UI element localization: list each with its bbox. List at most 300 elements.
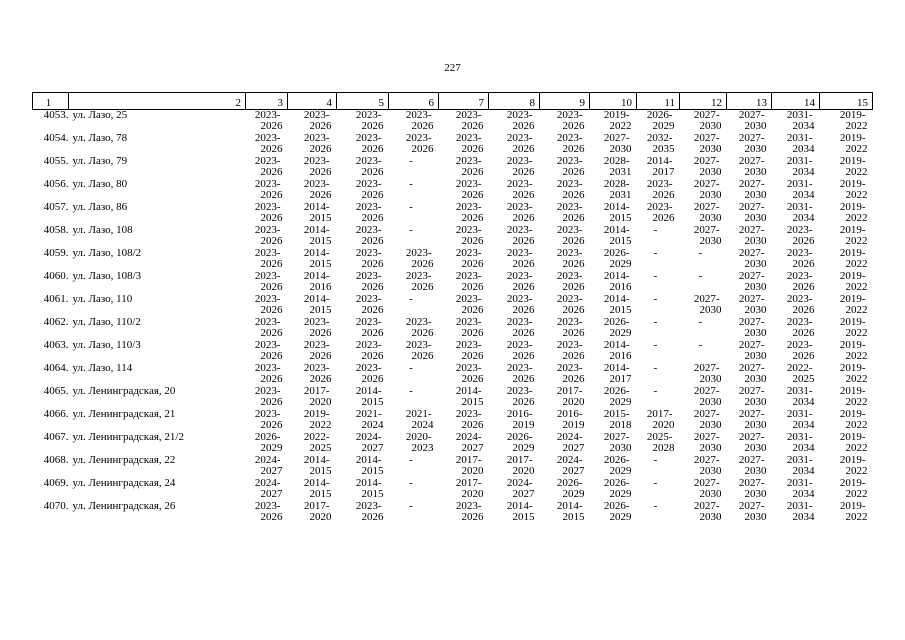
period-cell: 2023- 2026 xyxy=(254,316,283,339)
period-cell: 2031- 2034 xyxy=(786,477,815,500)
row-number: 4068. xyxy=(43,454,69,466)
period-cell: 2027- 2030 xyxy=(693,431,722,454)
period-cell: 2026- 2029 xyxy=(603,247,632,270)
period-cell xyxy=(680,271,727,294)
period-cell: 2023- 2026 xyxy=(506,247,535,270)
period-cell: 2017- 2020 xyxy=(506,454,535,477)
period-cell: 2032- 2035 xyxy=(646,132,675,155)
period-cell: 2024- 2027 xyxy=(556,454,585,477)
period-cell: 2023- 2026 xyxy=(254,178,283,201)
address-cell: ул. Ленинградская, 20 xyxy=(72,385,176,397)
table-body xyxy=(33,110,873,525)
period-cell xyxy=(680,340,727,363)
period-cell: 2017- 2020 xyxy=(303,500,332,523)
table-row xyxy=(33,432,873,455)
period-cell: 2027- 2030 xyxy=(603,431,632,454)
period-cell: 2023- 2026 xyxy=(506,109,535,132)
row-number: 4061. xyxy=(43,293,69,305)
period-cell xyxy=(637,317,680,340)
period-cell: 2023- 2026 xyxy=(455,270,484,293)
period-cell: 2028- 2031 xyxy=(603,178,632,201)
period-cell: 2023- 2026 xyxy=(556,270,585,293)
period-cell: 2023- 2026 xyxy=(506,201,535,224)
address-cell: ул. Лазо, 110/3 xyxy=(72,339,141,351)
period-cell: 2019- 2022 xyxy=(839,178,868,201)
period-cell: 2023- 2026 xyxy=(455,224,484,247)
period-cell: 2023- 2026 xyxy=(254,132,283,155)
period-cell: 2027- 2030 xyxy=(693,408,722,431)
period-cell: 2027- 2030 xyxy=(738,431,767,454)
column-header-14: 14 xyxy=(772,93,820,110)
period-cell: 2019- 2022 xyxy=(839,316,868,339)
period-cell: 2017- 2020 xyxy=(455,454,484,477)
period-cell: 2019- 2022 xyxy=(839,339,868,362)
period-cell: 2020- 2023 xyxy=(405,431,434,454)
period-cell: 2019- 2022 xyxy=(839,500,868,523)
period-cell: 2014- 2017 xyxy=(646,155,675,178)
period-cell: 2023- 2026 xyxy=(355,109,384,132)
table-row xyxy=(33,133,873,156)
period-cell: 2023- 2026 xyxy=(355,293,384,316)
period-cell: 2025- 2028 xyxy=(646,431,675,454)
address-cell: ул. Лазо, 25 xyxy=(72,109,128,121)
period-cell: 2023- 2026 xyxy=(506,293,535,316)
address-cell: ул. Ленинградская, 21/2 xyxy=(72,431,184,443)
period-cell: 2017- 2020 xyxy=(646,408,675,431)
empty-dash: - xyxy=(409,178,413,190)
period-cell: 2023- 2026 xyxy=(455,247,484,270)
table-row xyxy=(33,455,873,478)
column-header-12: 12 xyxy=(680,93,727,110)
period-cell: 2027- 2030 xyxy=(693,385,722,408)
period-cell: 2023- 2026 xyxy=(405,247,434,270)
empty-dash: - xyxy=(409,155,413,167)
period-cell: 2014- 2015 xyxy=(303,293,332,316)
period-cell xyxy=(680,248,727,271)
period-cell: 2023- 2026 xyxy=(506,132,535,155)
period-cell: 2027- 2030 xyxy=(693,362,722,385)
period-cell: 2027- 2030 xyxy=(693,201,722,224)
period-cell: 2023- 2026 xyxy=(556,316,585,339)
address-cell: ул. Лазо, 110 xyxy=(72,293,133,305)
period-cell: 2023- 2026 xyxy=(455,408,484,431)
period-cell: 2024- 2027 xyxy=(254,454,283,477)
table-row xyxy=(33,386,873,409)
period-cell: 2023- 2026 xyxy=(556,293,585,316)
row-number: 4056. xyxy=(43,178,69,190)
row-number: 4055. xyxy=(43,155,69,167)
period-cell: 2019- 2022 xyxy=(839,408,868,431)
empty-dash: - xyxy=(653,362,658,374)
period-cell: 2014- 2015 xyxy=(603,293,632,316)
empty-dash: - xyxy=(653,270,658,282)
period-cell: 2021- 2024 xyxy=(405,408,434,431)
period-cell: 2023- 2026 xyxy=(254,408,283,431)
period-cell: 2023- 2026 xyxy=(506,385,535,408)
period-cell: 2014- 2016 xyxy=(603,339,632,362)
period-cell: 2026- 2029 xyxy=(646,109,675,132)
period-cell: 2023- 2026 xyxy=(455,293,484,316)
table-row xyxy=(33,156,873,179)
period-cell: 2028- 2031 xyxy=(603,155,632,178)
period-cell: 2023- 2026 xyxy=(254,362,283,385)
period-cell xyxy=(637,225,680,248)
period-cell: 2023- 2026 xyxy=(355,155,384,178)
period-cell: 2026- 2029 xyxy=(603,316,632,339)
empty-dash: - xyxy=(698,270,703,282)
column-header-2: 2 xyxy=(69,93,246,110)
period-cell: 2023- 2026 xyxy=(355,178,384,201)
period-cell: 2023- 2026 xyxy=(455,178,484,201)
empty-dash: - xyxy=(653,224,658,236)
period-cell: 2024- 2027 xyxy=(254,477,283,500)
empty-dash: - xyxy=(653,339,658,351)
row-number: 4069. xyxy=(43,477,69,489)
page-number: 227 xyxy=(444,62,461,74)
period-cell: 2019- 2022 xyxy=(839,109,868,132)
column-header-4: 4 xyxy=(288,93,337,110)
period-cell: 2023- 2026 xyxy=(556,339,585,362)
period-cell: 2027- 2030 xyxy=(603,132,632,155)
period-cell: 2023- 2026 xyxy=(405,339,434,362)
period-cell: 2019- 2022 xyxy=(839,431,868,454)
empty-dash: - xyxy=(653,316,658,328)
table-row xyxy=(33,179,873,202)
period-cell: 2019- 2022 xyxy=(839,477,868,500)
period-cell: 2027- 2030 xyxy=(738,155,767,178)
period-cell xyxy=(637,248,680,271)
period-cell: 2014- 2015 xyxy=(603,201,632,224)
period-cell: 2023- 2026 xyxy=(455,109,484,132)
address-cell: ул. Лазо, 86 xyxy=(72,201,128,213)
table-row xyxy=(33,294,873,317)
period-cell: 2023- 2026 xyxy=(506,362,535,385)
period-cell: 2014- 2015 xyxy=(303,201,332,224)
address-cell: ул. Лазо, 80 xyxy=(72,178,128,190)
period-cell: 2027- 2030 xyxy=(693,178,722,201)
period-cell: 2014- 2015 xyxy=(355,454,384,477)
period-cell: 2027- 2030 xyxy=(738,385,767,408)
period-cell: 2023- 2026 xyxy=(303,109,332,132)
address-cell: ул. Лазо, 110/2 xyxy=(72,316,141,328)
row-number: 4053. xyxy=(43,109,69,121)
period-cell: 2023- 2026 xyxy=(455,500,484,523)
period-cell: 2031- 2034 xyxy=(786,109,815,132)
period-cell: 2024- 2027 xyxy=(355,431,384,454)
table-row xyxy=(33,478,873,501)
column-header-8: 8 xyxy=(489,93,540,110)
period-cell: 2023- 2026 xyxy=(556,178,585,201)
empty-dash: - xyxy=(698,247,703,259)
period-cell: 2023- 2026 xyxy=(455,362,484,385)
period-cell: 2017- 2020 xyxy=(556,385,585,408)
period-cell: 2023- 2026 xyxy=(254,224,283,247)
period-cell: 2027- 2030 xyxy=(738,477,767,500)
empty-dash: - xyxy=(409,224,413,236)
period-cell: 2023- 2026 xyxy=(556,109,585,132)
period-cell: 2023- 2026 xyxy=(405,316,434,339)
period-cell xyxy=(637,501,680,524)
period-cell: 2023- 2026 xyxy=(355,316,384,339)
period-cell: 2027- 2030 xyxy=(693,224,722,247)
period-cell: 2027- 2030 xyxy=(738,224,767,247)
period-cell: 2031- 2034 xyxy=(786,132,815,155)
period-cell: 2026- 2029 xyxy=(506,431,535,454)
period-cell: 2023- 2026 xyxy=(303,339,332,362)
period-cell: 2027- 2030 xyxy=(738,316,767,339)
period-cell: 2031- 2034 xyxy=(786,500,815,523)
period-cell: 2027- 2030 xyxy=(738,362,767,385)
period-cell: 2027- 2030 xyxy=(738,500,767,523)
period-cell: 2031- 2034 xyxy=(786,454,815,477)
period-cell: 2023- 2026 xyxy=(355,362,384,385)
period-cell: 2019- 2022 xyxy=(603,109,632,132)
period-cell: 2019- 2022 xyxy=(839,362,868,385)
period-cell: 2014- 2015 xyxy=(506,500,535,523)
period-cell: 2031- 2034 xyxy=(786,385,815,408)
period-cell: 2023- 2026 xyxy=(786,316,815,339)
period-cell: 2027- 2030 xyxy=(738,454,767,477)
period-cell: 2023- 2026 xyxy=(303,155,332,178)
column-header-7: 7 xyxy=(439,93,489,110)
schedule-table xyxy=(32,92,873,524)
period-cell: 2031- 2034 xyxy=(786,178,815,201)
period-cell: 2027- 2030 xyxy=(693,155,722,178)
period-cell: 2023- 2026 xyxy=(646,201,675,224)
period-cell: 2014- 2015 xyxy=(355,385,384,408)
period-cell: 2019- 2022 xyxy=(839,132,868,155)
row-number: 4065. xyxy=(43,385,69,397)
period-cell: 2027- 2030 xyxy=(738,293,767,316)
period-cell: 2022- 2025 xyxy=(303,431,332,454)
period-cell: 2023- 2026 xyxy=(506,339,535,362)
empty-dash: - xyxy=(409,500,413,512)
period-cell: 2027- 2030 xyxy=(738,247,767,270)
period-cell: 2027- 2030 xyxy=(693,109,722,132)
period-cell: 2019- 2022 xyxy=(839,224,868,247)
period-cell: 2023- 2026 xyxy=(254,385,283,408)
period-cell: 2014- 2015 xyxy=(303,477,332,500)
period-cell: 2027- 2030 xyxy=(738,270,767,293)
period-cell: 2023- 2026 xyxy=(254,500,283,523)
period-cell xyxy=(389,501,439,524)
address-cell: ул. Ленинградская, 21 xyxy=(72,408,176,420)
empty-dash: - xyxy=(653,247,658,259)
period-cell xyxy=(389,478,439,501)
period-cell: 2027- 2030 xyxy=(693,477,722,500)
address-cell: ул. Ленинградская, 22 xyxy=(72,454,176,466)
period-cell: 2023- 2026 xyxy=(646,178,675,201)
empty-dash: - xyxy=(653,385,658,397)
period-cell: 2023- 2026 xyxy=(786,270,815,293)
period-cell: 2019- 2022 xyxy=(839,270,868,293)
table-row xyxy=(33,340,873,363)
empty-dash: - xyxy=(409,201,413,213)
empty-dash: - xyxy=(653,500,658,512)
period-cell: 2027- 2030 xyxy=(693,454,722,477)
period-cell xyxy=(637,363,680,386)
period-cell xyxy=(389,156,439,179)
period-cell: 2023- 2026 xyxy=(355,132,384,155)
period-cell: 2014- 2015 xyxy=(303,224,332,247)
period-cell: 2014- 2015 xyxy=(355,477,384,500)
row-number: 4063. xyxy=(43,339,69,351)
period-cell: 2023- 2026 xyxy=(355,339,384,362)
period-cell: 2023- 2026 xyxy=(786,293,815,316)
period-cell xyxy=(389,202,439,225)
period-cell: 2016- 2019 xyxy=(556,408,585,431)
period-cell: 2019- 2022 xyxy=(839,247,868,270)
table-row xyxy=(33,501,873,524)
period-cell: 2023- 2026 xyxy=(455,155,484,178)
address-cell: ул. Ленинградская, 26 xyxy=(72,500,176,512)
period-cell: 2023- 2026 xyxy=(455,201,484,224)
empty-dash: - xyxy=(653,477,658,489)
period-cell: 2024- 2027 xyxy=(455,431,484,454)
period-cell: 2023- 2026 xyxy=(506,270,535,293)
table-row xyxy=(33,110,873,134)
period-cell: 2014- 2015 xyxy=(455,385,484,408)
table-row xyxy=(33,409,873,432)
period-cell: 2023- 2026 xyxy=(254,155,283,178)
period-cell: 2017- 2020 xyxy=(455,477,484,500)
address-cell: ул. Лазо, 78 xyxy=(72,132,128,144)
table-row xyxy=(33,202,873,225)
period-cell: 2023- 2026 xyxy=(556,132,585,155)
column-header-15: 15 xyxy=(820,93,873,110)
row-number: 4060. xyxy=(43,270,69,282)
period-cell: 2017- 2020 xyxy=(303,385,332,408)
period-cell: 2024- 2027 xyxy=(506,477,535,500)
period-cell: 2019- 2022 xyxy=(839,201,868,224)
row-number: 4059. xyxy=(43,247,69,259)
period-cell: 2014- 2015 xyxy=(603,224,632,247)
period-cell: 2026- 2029 xyxy=(603,477,632,500)
period-cell: 2023- 2026 xyxy=(506,316,535,339)
period-cell: 2019- 2022 xyxy=(839,155,868,178)
period-cell: 2023- 2026 xyxy=(355,224,384,247)
period-cell xyxy=(637,340,680,363)
period-cell: 2015- 2018 xyxy=(603,408,632,431)
column-header-5: 5 xyxy=(337,93,389,110)
row-number: 4070. xyxy=(43,500,69,512)
table-row xyxy=(33,317,873,340)
empty-dash: - xyxy=(698,316,703,328)
column-header-10: 10 xyxy=(590,93,637,110)
column-header-11: 11 xyxy=(637,93,680,110)
row-number: 4064. xyxy=(43,362,69,374)
period-cell: 2027- 2030 xyxy=(693,132,722,155)
address-cell: ул. Лазо, 114 xyxy=(72,362,133,374)
period-cell: 2027- 2030 xyxy=(738,109,767,132)
column-header-1: 1 xyxy=(33,93,69,110)
period-cell: 2023- 2026 xyxy=(556,247,585,270)
table-row xyxy=(33,271,873,294)
table-header-row xyxy=(33,93,873,110)
period-cell: 2027- 2030 xyxy=(738,132,767,155)
period-cell xyxy=(680,317,727,340)
period-cell: 2026- 2029 xyxy=(254,431,283,454)
empty-dash: - xyxy=(653,454,658,466)
column-header-3: 3 xyxy=(246,93,288,110)
empty-dash: - xyxy=(409,293,413,305)
period-cell: 2023- 2026 xyxy=(556,201,585,224)
period-cell: 2023- 2026 xyxy=(303,362,332,385)
period-cell: 2023- 2026 xyxy=(254,270,283,293)
period-cell xyxy=(637,478,680,501)
table-row xyxy=(33,363,873,386)
period-cell: 2014- 2016 xyxy=(303,270,332,293)
period-cell: 2026- 2029 xyxy=(603,385,632,408)
period-cell: 2023- 2026 xyxy=(556,362,585,385)
period-cell: 2014- 2015 xyxy=(303,454,332,477)
column-header-9: 9 xyxy=(540,93,590,110)
period-cell: 2023- 2026 xyxy=(355,201,384,224)
row-number: 4054. xyxy=(43,132,69,144)
period-cell: 2022- 2025 xyxy=(786,362,815,385)
period-cell: 2023- 2026 xyxy=(786,247,815,270)
period-cell: 2019- 2022 xyxy=(839,385,868,408)
period-cell: 2027- 2030 xyxy=(738,178,767,201)
period-cell: 2031- 2034 xyxy=(786,155,815,178)
table-row xyxy=(33,225,873,248)
period-cell xyxy=(637,294,680,317)
address-cell: ул. Ленинградская, 24 xyxy=(72,477,176,489)
period-cell: 2023- 2026 xyxy=(506,178,535,201)
period-cell: 2021- 2024 xyxy=(355,408,384,431)
period-cell: 2023- 2026 xyxy=(556,224,585,247)
period-cell: 2023- 2026 xyxy=(355,500,384,523)
empty-dash: - xyxy=(409,477,413,489)
period-cell: 2014- 2015 xyxy=(556,500,585,523)
period-cell: 2027- 2030 xyxy=(738,408,767,431)
period-cell: 2023- 2026 xyxy=(405,270,434,293)
period-cell: 2026- 2029 xyxy=(603,454,632,477)
period-cell: 2023- 2026 xyxy=(355,247,384,270)
row-number: 4058. xyxy=(43,224,69,236)
period-cell: 2024- 2027 xyxy=(556,431,585,454)
empty-dash: - xyxy=(409,454,413,466)
period-cell: 2019- 2022 xyxy=(303,408,332,431)
period-cell: 2027- 2030 xyxy=(738,201,767,224)
empty-dash: - xyxy=(698,339,703,351)
period-cell: 2023- 2026 xyxy=(455,132,484,155)
table-row xyxy=(33,248,873,271)
empty-dash: - xyxy=(409,362,413,374)
period-cell xyxy=(389,455,439,478)
period-cell xyxy=(637,271,680,294)
period-cell: 2027- 2030 xyxy=(738,339,767,362)
period-cell: 2026- 2029 xyxy=(556,477,585,500)
period-cell: 2023- 2026 xyxy=(254,339,283,362)
period-cell: 2031- 2034 xyxy=(786,201,815,224)
period-cell xyxy=(389,363,439,386)
period-cell: 2023- 2026 xyxy=(506,224,535,247)
period-cell: 2014- 2016 xyxy=(603,270,632,293)
row-number: 4062. xyxy=(43,316,69,328)
period-cell: 2023- 2026 xyxy=(303,178,332,201)
row-number: 4066. xyxy=(43,408,69,420)
address-cell: ул. Лазо, 108 xyxy=(72,224,133,236)
period-cell: 2023- 2026 xyxy=(506,155,535,178)
period-cell xyxy=(637,455,680,478)
period-cell xyxy=(389,225,439,248)
row-number: 4057. xyxy=(43,201,69,213)
period-cell: 2031- 2034 xyxy=(786,408,815,431)
period-cell: 2014- 2015 xyxy=(303,247,332,270)
period-cell: 2026- 2029 xyxy=(603,500,632,523)
column-header-6: 6 xyxy=(389,93,439,110)
